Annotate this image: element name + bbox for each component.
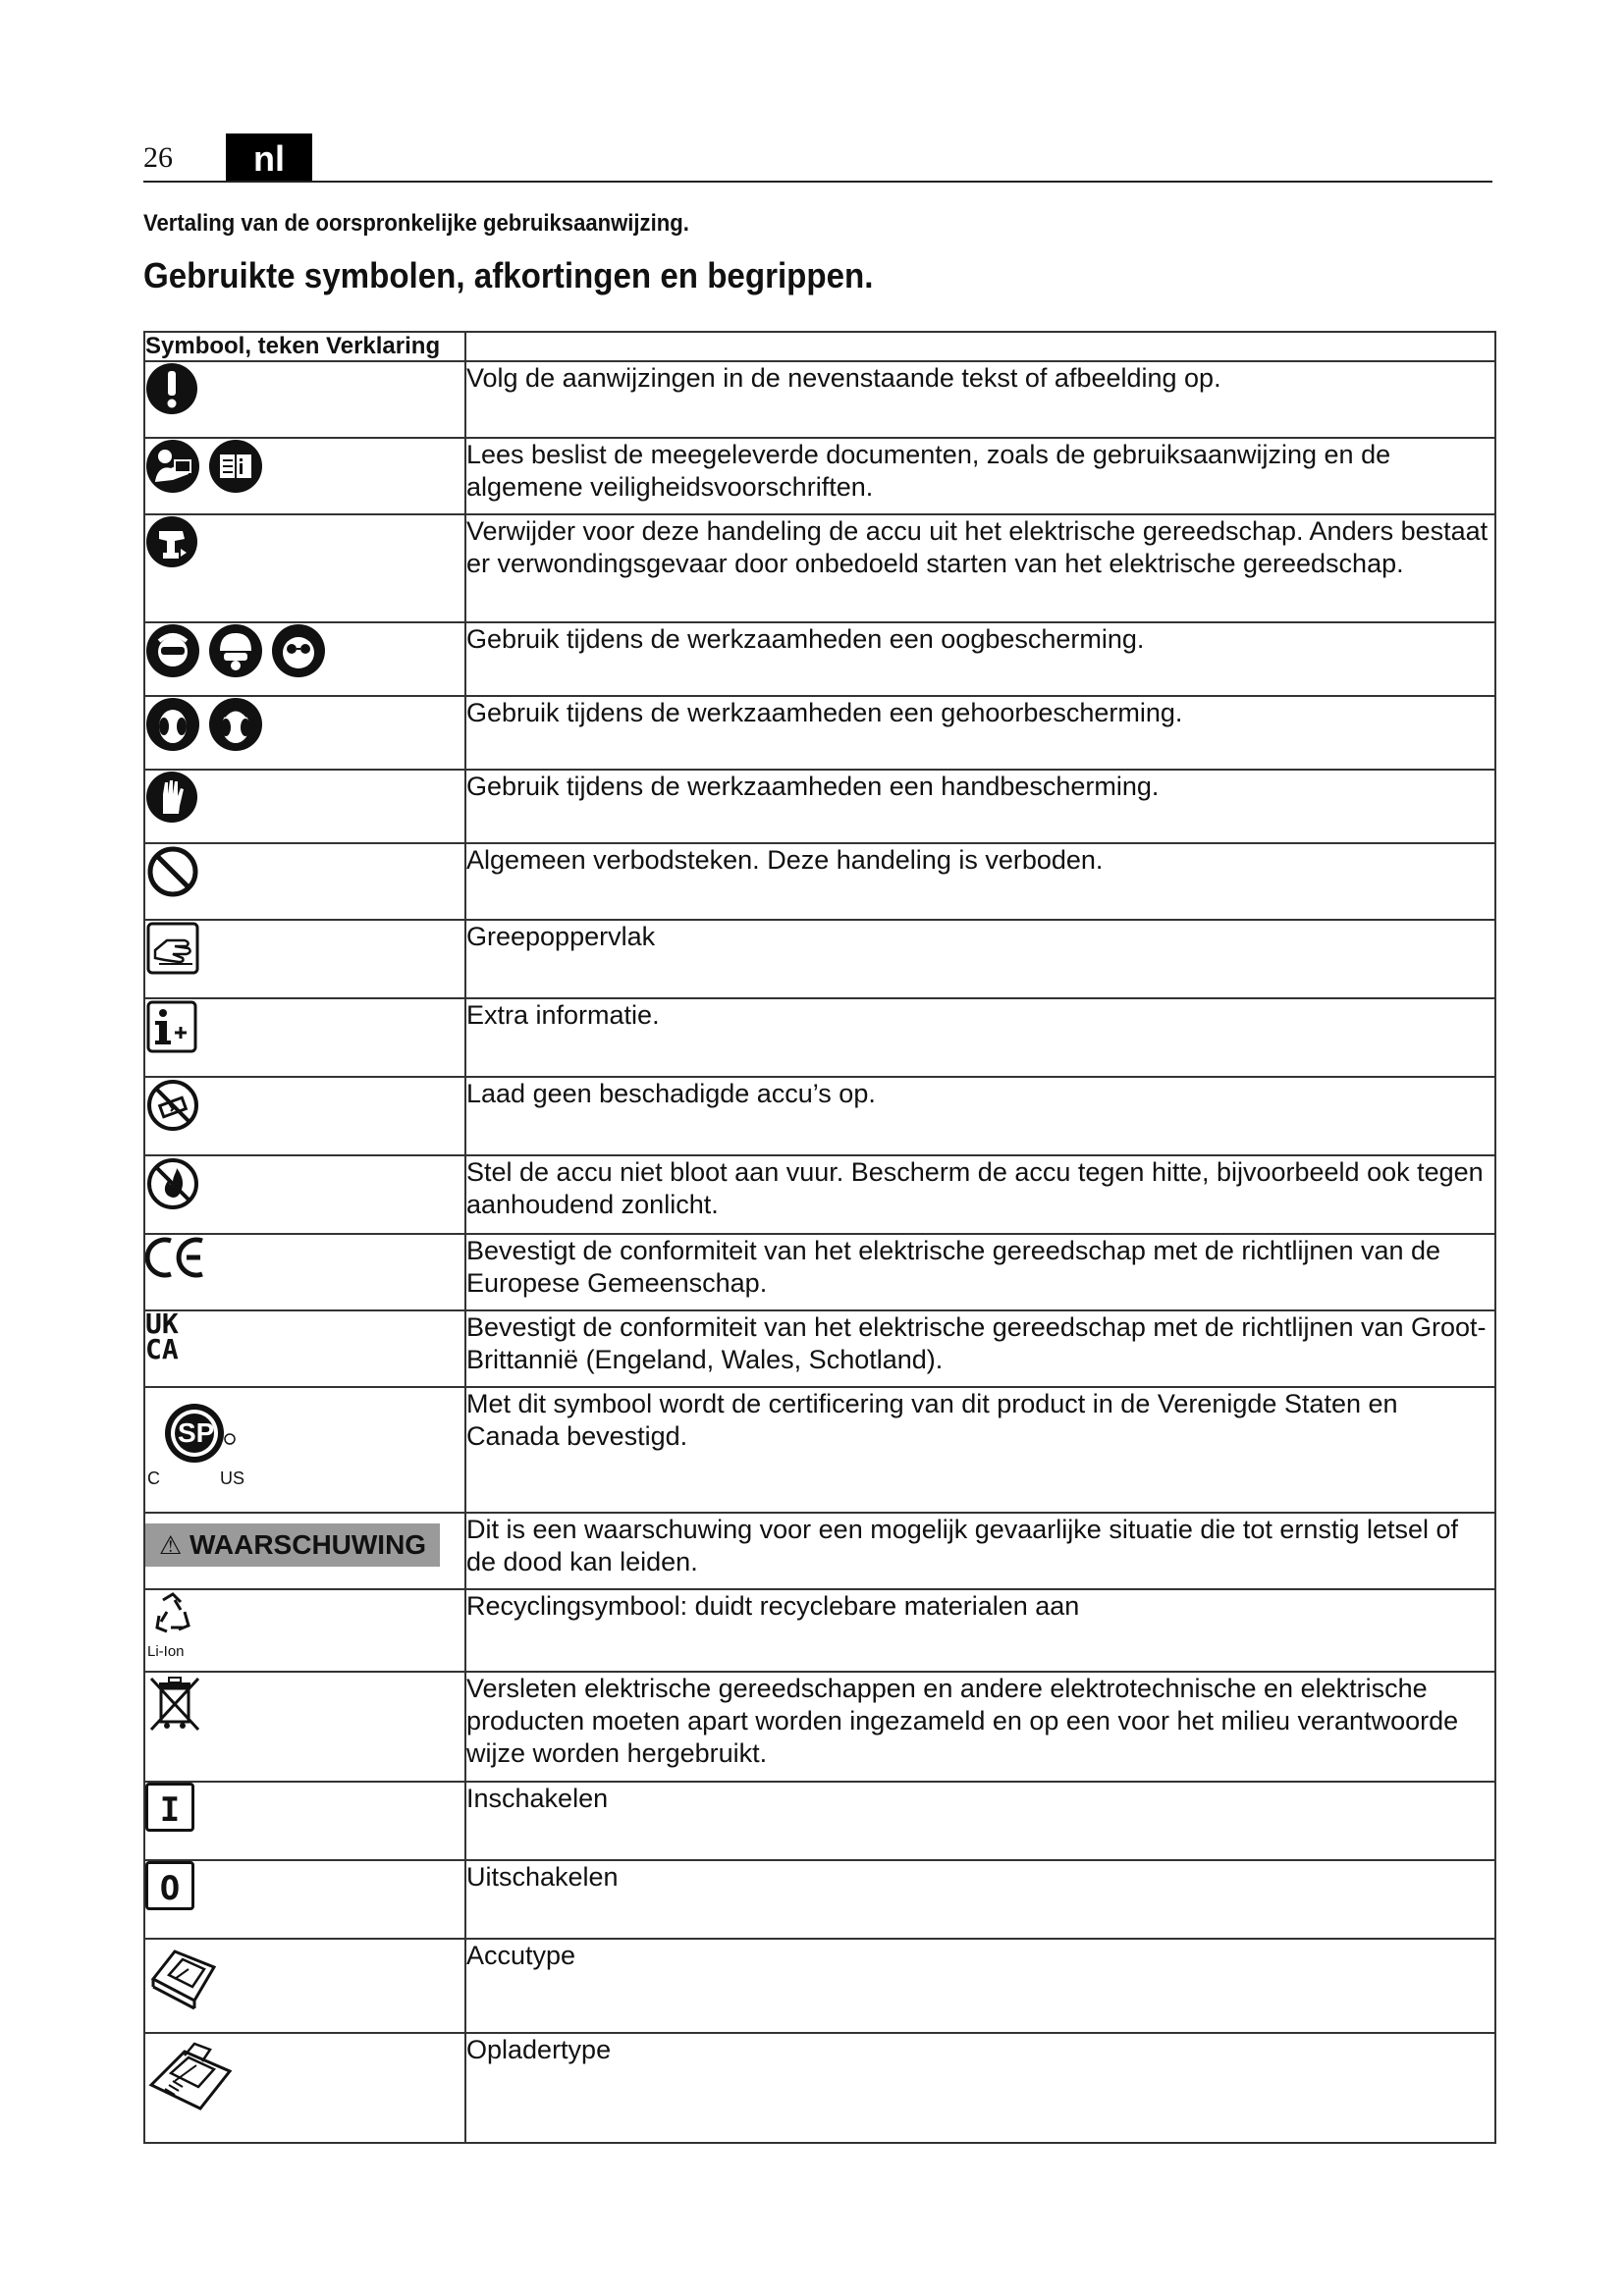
- remove-battery-icon: [145, 515, 198, 568]
- table-row: [144, 696, 1495, 770]
- ear-muffs-icon: [208, 697, 263, 752]
- table-row: [144, 1939, 1495, 2033]
- page-number: 26: [143, 141, 173, 174]
- table-row: [144, 920, 1495, 998]
- row-text: Stel de accu niet bloot aan vuur. Bescherm de accu tegen hitte, bijvoorbeeld ook tegen aanhoudend zonlicht.: [465, 1155, 1495, 1234]
- table-row: [144, 1234, 1495, 1310]
- document-subtitle: Vertaling van de oorspronkelijke gebruiksaanwijzing.: [143, 210, 689, 237]
- row-text: Uitschakelen: [465, 1860, 1495, 1939]
- prohibition-icon: [145, 844, 200, 899]
- table-row: [144, 361, 1495, 438]
- power-on-icon: I: [145, 1783, 194, 1832]
- row-text: Verwijder voor deze handeling de accu uit het elektrische gereedschap. Anders bestaat er verwondingsgevaar door onbedoeld starten van het elektrische gereedschap.: [465, 514, 1495, 622]
- ce-mark-icon: [145, 1235, 208, 1280]
- table-row: [144, 622, 1495, 696]
- row-text: Bevestigt de conformiteit van het elektrische gereedschap met de richtlijnen van Groot-Brittannië (Engeland, Wales, Schotland).: [465, 1310, 1495, 1387]
- language-badge: nl: [226, 133, 312, 181]
- row-text: Greepoppervlak: [465, 920, 1495, 998]
- row-text: Met dit symbool wordt de certificering van dit product in de Verenigde Staten en Canada bevestigd.: [465, 1387, 1495, 1513]
- row-text: Gebruik tijdens de werkzaamheden een handbescherming.: [465, 770, 1495, 843]
- general-mandatory-icon: [145, 362, 198, 415]
- no-fire-icon: [145, 1156, 200, 1211]
- row-text: Laad geen beschadigde accu’s op.: [465, 1077, 1495, 1155]
- table-row: [144, 1155, 1495, 1234]
- table-row: [144, 1513, 1495, 1589]
- table-row: [144, 770, 1495, 843]
- table-row: [144, 843, 1495, 920]
- row-text: Opladertype: [465, 2033, 1495, 2143]
- power-off-icon: O: [145, 1861, 194, 1910]
- table-row: [144, 438, 1495, 514]
- table-row: [144, 2033, 1495, 2143]
- row-text: Recyclingsymbool: duidt recyclebare materialen aan: [465, 1589, 1495, 1672]
- page-title: Gebruikte symbolen, afkortingen en begrippen.: [143, 255, 874, 295]
- row-text: Accutype: [465, 1939, 1495, 2033]
- helmet-visor-icon: [208, 623, 263, 678]
- weee-bin-icon: [145, 1673, 204, 1734]
- table-row: [144, 998, 1495, 1077]
- grip-surface-icon: [145, 921, 200, 976]
- table-row: [144, 1077, 1495, 1155]
- table-row: [144, 1387, 1495, 1513]
- csa-mark-icon: SP C US: [145, 1388, 253, 1490]
- row-text: Gebruik tijdens de werkzaamheden een gehoorbescherming.: [465, 696, 1495, 770]
- warning-label-icon: ⚠ WAARSCHUWING: [145, 1523, 440, 1567]
- table-row: [144, 1782, 1495, 1860]
- battery-type-icon: [145, 1940, 224, 2010]
- table-row: [144, 1589, 1495, 1672]
- ear-protection-icon: [145, 697, 200, 752]
- table-header-row: [144, 332, 1495, 361]
- row-text: Dit is een waarschuwing voor een mogelijk gevaarlijke situatie die tot ernstig letsel of de dood kan leiden.: [465, 1513, 1495, 1589]
- gloves-icon: [145, 771, 198, 824]
- row-text: Algemeen verbodsteken. Deze handeling is verboden.: [465, 843, 1495, 920]
- info-plus-icon: [145, 999, 198, 1054]
- row-text: Volg de aanwijzingen in de nevenstaande tekst of afbeelding op.: [465, 361, 1495, 438]
- row-text: Bevestigt de conformiteit van het elektrische gereedschap met de richtlijnen van de Europese Gemeenschap.: [465, 1234, 1495, 1310]
- no-damaged-battery-icon: [145, 1078, 200, 1133]
- recycling-li-ion-icon: Li-Ion: [145, 1590, 204, 1663]
- warning-triangle-icon: ⚠: [158, 1530, 183, 1560]
- table-row: [144, 1672, 1495, 1782]
- row-text: Versleten elektrische gereedschappen en andere elektrotechnische en elektrische producten moeten apart worden ingezameld en op een voor het milieu verantwoorde wijze worden hergebruikt.: [465, 1672, 1495, 1782]
- page-header: [143, 133, 1492, 183]
- column-header: Symbool, teken Verklaring: [144, 332, 465, 361]
- charger-type-icon: [145, 2034, 236, 2116]
- table-row: [144, 1860, 1495, 1939]
- row-text: Inschakelen: [465, 1782, 1495, 1860]
- table-row: [144, 514, 1495, 622]
- face-shield-icon: [145, 623, 200, 678]
- ukca-mark-icon: UK CA: [145, 1308, 179, 1365]
- row-text: Lees beslist de meegeleverde documenten, zoals de gebruiksaanwijzing en de algemene veiligheidsvoorschriften.: [465, 438, 1495, 514]
- table-row: [144, 1310, 1495, 1387]
- row-text: Gebruik tijdens de werkzaamheden een oogbescherming.: [465, 622, 1495, 696]
- symbols-table: [143, 331, 1496, 2144]
- manual-book-icon: [208, 439, 263, 494]
- safety-goggles-icon: [271, 623, 326, 678]
- read-manual-icon: [145, 439, 200, 494]
- row-text: Extra informatie.: [465, 998, 1495, 1077]
